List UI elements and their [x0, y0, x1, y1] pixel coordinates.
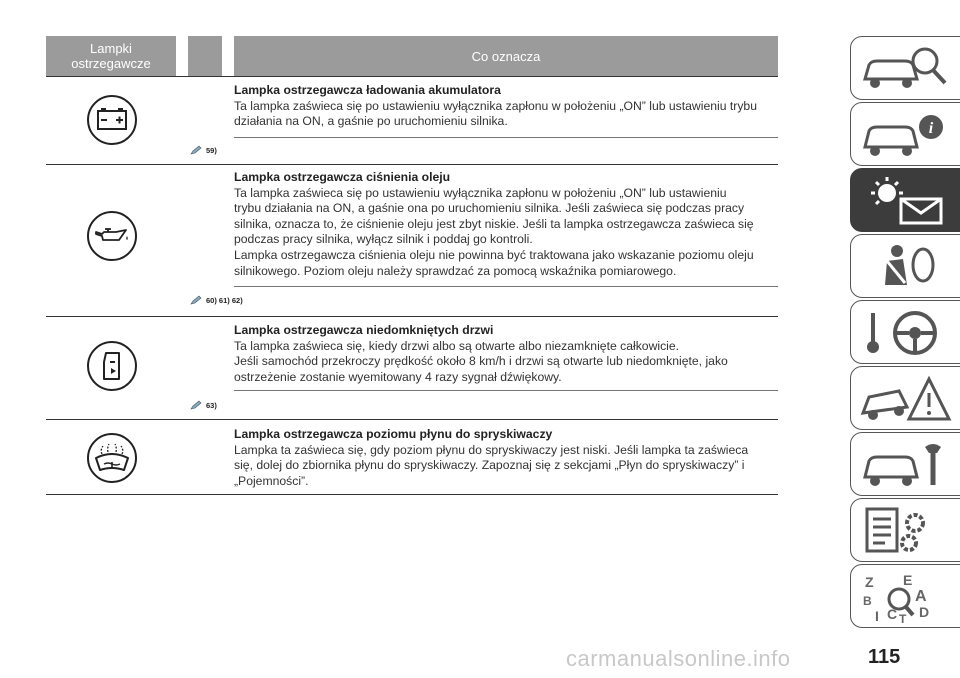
divider — [46, 494, 778, 495]
warning-refs[interactable]: 60) 61) 62) — [190, 295, 243, 305]
svg-text:B: B — [863, 594, 872, 608]
divider — [234, 286, 778, 287]
divider — [46, 316, 778, 317]
car-wrench-icon — [859, 439, 953, 491]
key-steering-wheel-icon — [859, 307, 953, 359]
tab-maintenance[interactable] — [850, 432, 960, 496]
tab-starting-driving[interactable] — [850, 300, 960, 364]
svg-text:I: I — [875, 608, 879, 623]
svg-text:T: T — [899, 612, 907, 623]
divider — [46, 419, 778, 420]
tab-index[interactable] — [850, 564, 960, 628]
svg-text:i: i — [928, 120, 934, 137]
entry-title: Lampka ostrzegawcza poziomu płynu do spryskiwaczy — [234, 427, 553, 441]
warning-refs[interactable]: 63) — [190, 400, 217, 410]
door-ajar-icon — [86, 340, 138, 392]
seatbelt-airbag-icon — [859, 241, 953, 293]
entry-body: Ta lampka zaświeca się po ustawieniu wyłącznika zapłonu w położeniu „ON” lub ustawieniu trybu działania na ON, a gaśnie ona po uruchomieniu silnika. Jeśli zaświeca się podczas pracy silnika, oznacza to, że ciśnienie oleju jest zbyt niskie. Jeśli ta lampka ostrzegawcza zaświeca się podczas pracy silnika, wyłącz silnik i poddaj go kontroli. Lampka ostrzegawcza ciśnienia oleju nie powinna być traktowana jako wskazanie poziomu oleju silnikowego. Poziom oleju należy sprawdzać za pomocą wskaźnika pomiarowego. — [234, 185, 754, 278]
warning-light-mail-icon — [859, 175, 953, 227]
divider — [46, 76, 778, 77]
divider — [234, 137, 778, 138]
tab-car-info[interactable] — [850, 102, 960, 166]
svg-text:A: A — [915, 588, 927, 605]
battery-icon — [86, 94, 138, 146]
entry-title: Lampka ostrzegawcza niedomkniętych drzwi — [234, 323, 494, 337]
svg-text:C: C — [887, 606, 898, 622]
spec-list-gears-icon — [859, 505, 953, 557]
header-blank — [188, 36, 222, 76]
tab-emergency[interactable] — [850, 366, 960, 430]
header-meaning: Co oznacza — [234, 36, 778, 76]
pencil-icon — [190, 145, 202, 155]
entry-battery — [234, 83, 778, 130]
page-number: 115 — [868, 646, 901, 668]
entry-body: Lampka ta zaświeca się, gdy poziom płynu do spryskiwaczy jest niski. Jeśli lampka ta zaświeca się, dolej do zbiornika płynu do spryskiwaczy. Zapoznaj się z sekcjami „Płyn do spryskiwaczy” i „Pojemności”. — [234, 442, 749, 488]
car-crash-warning-icon — [859, 373, 953, 425]
washer-fluid-icon — [86, 432, 138, 484]
svg-text:D: D — [919, 604, 930, 620]
divider — [234, 390, 778, 391]
tab-safety[interactable] — [850, 234, 960, 298]
divider — [46, 164, 778, 165]
pencil-icon — [190, 295, 202, 305]
entry-body: Ta lampka zaświeca się, kiedy drzwi albo są otwarte albo niezamknięte całkowicie. Jeśli samochód przekroczy prędkość około 8 km/h i drzwi są otwarte lub niedomknięte, jako ostrzeżenie zostanie wyemitowany 4 razy sygnał dźwiękowy. — [234, 338, 728, 384]
pencil-icon — [190, 400, 202, 410]
tab-car-search[interactable] — [850, 36, 960, 100]
watermark: carmanualsonline.info — [566, 646, 791, 671]
oil-can-icon — [86, 210, 138, 262]
svg-text:E: E — [903, 572, 913, 588]
car-info-icon — [859, 109, 953, 161]
entry-washer-fluid — [234, 427, 778, 489]
header-warning-lights: Lampki ostrzegawcze — [46, 36, 176, 76]
tab-technical-data[interactable] — [850, 498, 960, 562]
svg-text:Z: Z — [865, 574, 874, 590]
entry-body: Ta lampka zaświeca się po ustawieniu wyłącznika zapłonu w położeniu „ON” lub ustawieniu trybu działania na ON, a gaśnie po uruchomieniu silnika. — [234, 98, 757, 129]
entry-oil-pressure — [234, 170, 778, 279]
tab-warning-lights[interactable] — [850, 168, 960, 232]
alphabet-search-icon — [859, 571, 953, 623]
warning-refs[interactable]: 59) — [190, 145, 217, 155]
entry-door-ajar — [234, 323, 778, 385]
entry-title: Lampka ostrzegawcza ładowania akumulatora — [234, 83, 501, 97]
car-search-icon — [859, 43, 953, 95]
entry-title: Lampka ostrzegawcza ciśnienia oleju — [234, 170, 451, 184]
